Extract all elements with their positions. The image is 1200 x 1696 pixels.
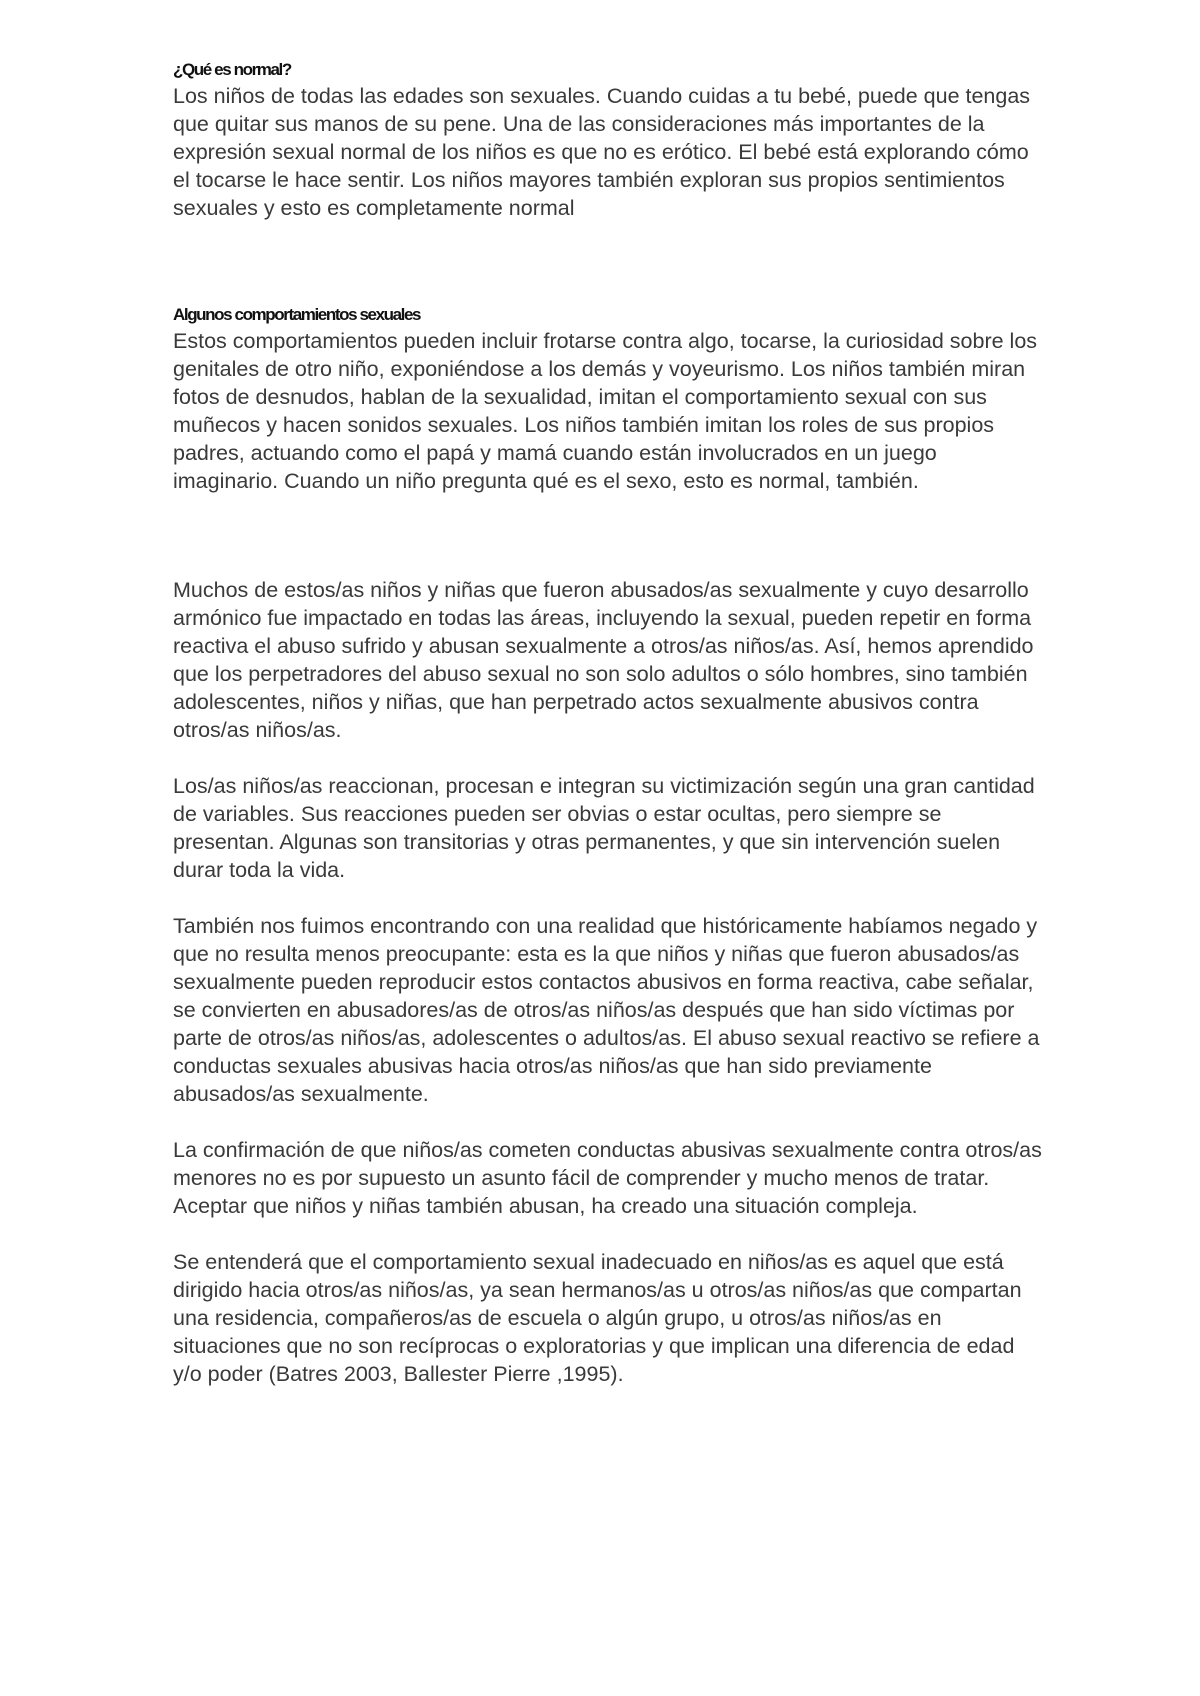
body-paragraph: Muchos de estos/as niños y niñas que fueron abusados/as sexualmente y cuyo desarrollo armónico fue impactado en todas las áreas, incluyendo la sexual, pueden repetir en forma reactiva el abuso sufrido y abusan sexualmente a otros/as niños/as. Así, hemos aprendido que los perpetradores del abuso sexual no son solo adultos o sólo hombres, sino también adolescentes, niños y niñas, que han perpetrado actos sexualmente abusivos contra otros/as niños/as. bbox=[173, 578, 1034, 742]
spacer bbox=[173, 1220, 1043, 1248]
spacer bbox=[173, 744, 1043, 772]
spacer bbox=[173, 884, 1043, 912]
spacer bbox=[173, 495, 1043, 576]
spacer bbox=[173, 1108, 1043, 1136]
spacer bbox=[173, 222, 1043, 303]
body-paragraph: La confirmación de que niños/as cometen conductas abusivas sexualmente contra otros/as menores no es por supuesto un asunto fácil de comprender y mucho menos de tratar. Aceptar que niños y niñas también abusan, ha creado una situación compleja. bbox=[173, 1138, 1042, 1218]
section-body-comportamientos: Estos comportamientos pueden incluir frotarse contra algo, tocarse, la curiosidad sobre los genitales de otro niño, exponiéndose a los demás y voyeurismo. Los niños también miran fotos de desnudos, hablan de la sexualidad, imitan el comportamiento sexual con sus muñecos y hacen sonidos sexuales. Los niños también imitan los roles de sus propios padres, actuando como el papá y mamá cuando están involucrados en un juego imaginario. Cuando un niño pregunta qué es el sexo, esto es normal, también. bbox=[173, 329, 1038, 493]
body-paragraph: Se entenderá que el comportamiento sexual inadecuado en niños/as es aquel que está dirigido hacia otros/as niños/as, ya sean hermanos/as u otros/as niños/as que compartan una residencia, compañeros/as de escuela o algún grupo, u otros/as niños/as en situaciones que no son recíprocas o exploratorias y que implican una diferencia de edad y/o poder (Batres 2003, Ballester Pierre ,1995). bbox=[173, 1250, 1022, 1386]
body-paragraph: Los/as niños/as reaccionan, procesan e integran su victimización según una gran cantidad de variables. Sus reacciones pueden ser obvias o estar ocultas, pero siempre se presentan. Algunas son transitorias y otras permanentes, y que sin intervención suelen durar toda la vida. bbox=[173, 774, 1035, 882]
document-content bbox=[173, 58, 1043, 1388]
section-heading-que-es-normal: ¿Qué es normal? bbox=[173, 60, 291, 79]
body-paragraph: También nos fuimos encontrando con una realidad que históricamente habíamos negado y que no resulta menos preocupante: esta es la que niños y niñas que fueron abusados/as sexualmente pueden reproducir estos contactos abusivos en forma reactiva, cabe señalar, se convierten en abusadores/as de otros/as niños/as después que han sido víctimas por parte de otros/as niños/as, adolescentes o adultos/as. El abuso sexual reactivo se refiere a conductas sexuales abusivas hacia otros/as niños/as que han sido previamente abusados/as sexualmente. bbox=[173, 914, 1040, 1106]
section-body-que-es-normal: Los niños de todas las edades son sexuales. Cuando cuidas a tu bebé, puede que tengas que quitar sus manos de su pene. Una de las consideraciones más importantes de la expresión sexual normal de los niños es que no es erótico. El bebé está explorando cómo el tocarse le hace sentir. Los niños mayores también exploran sus propios sentimientos sexuales y esto es completamente normal bbox=[173, 84, 1031, 220]
section-heading-comportamientos: Algunos comportamientos sexuales bbox=[173, 305, 421, 324]
